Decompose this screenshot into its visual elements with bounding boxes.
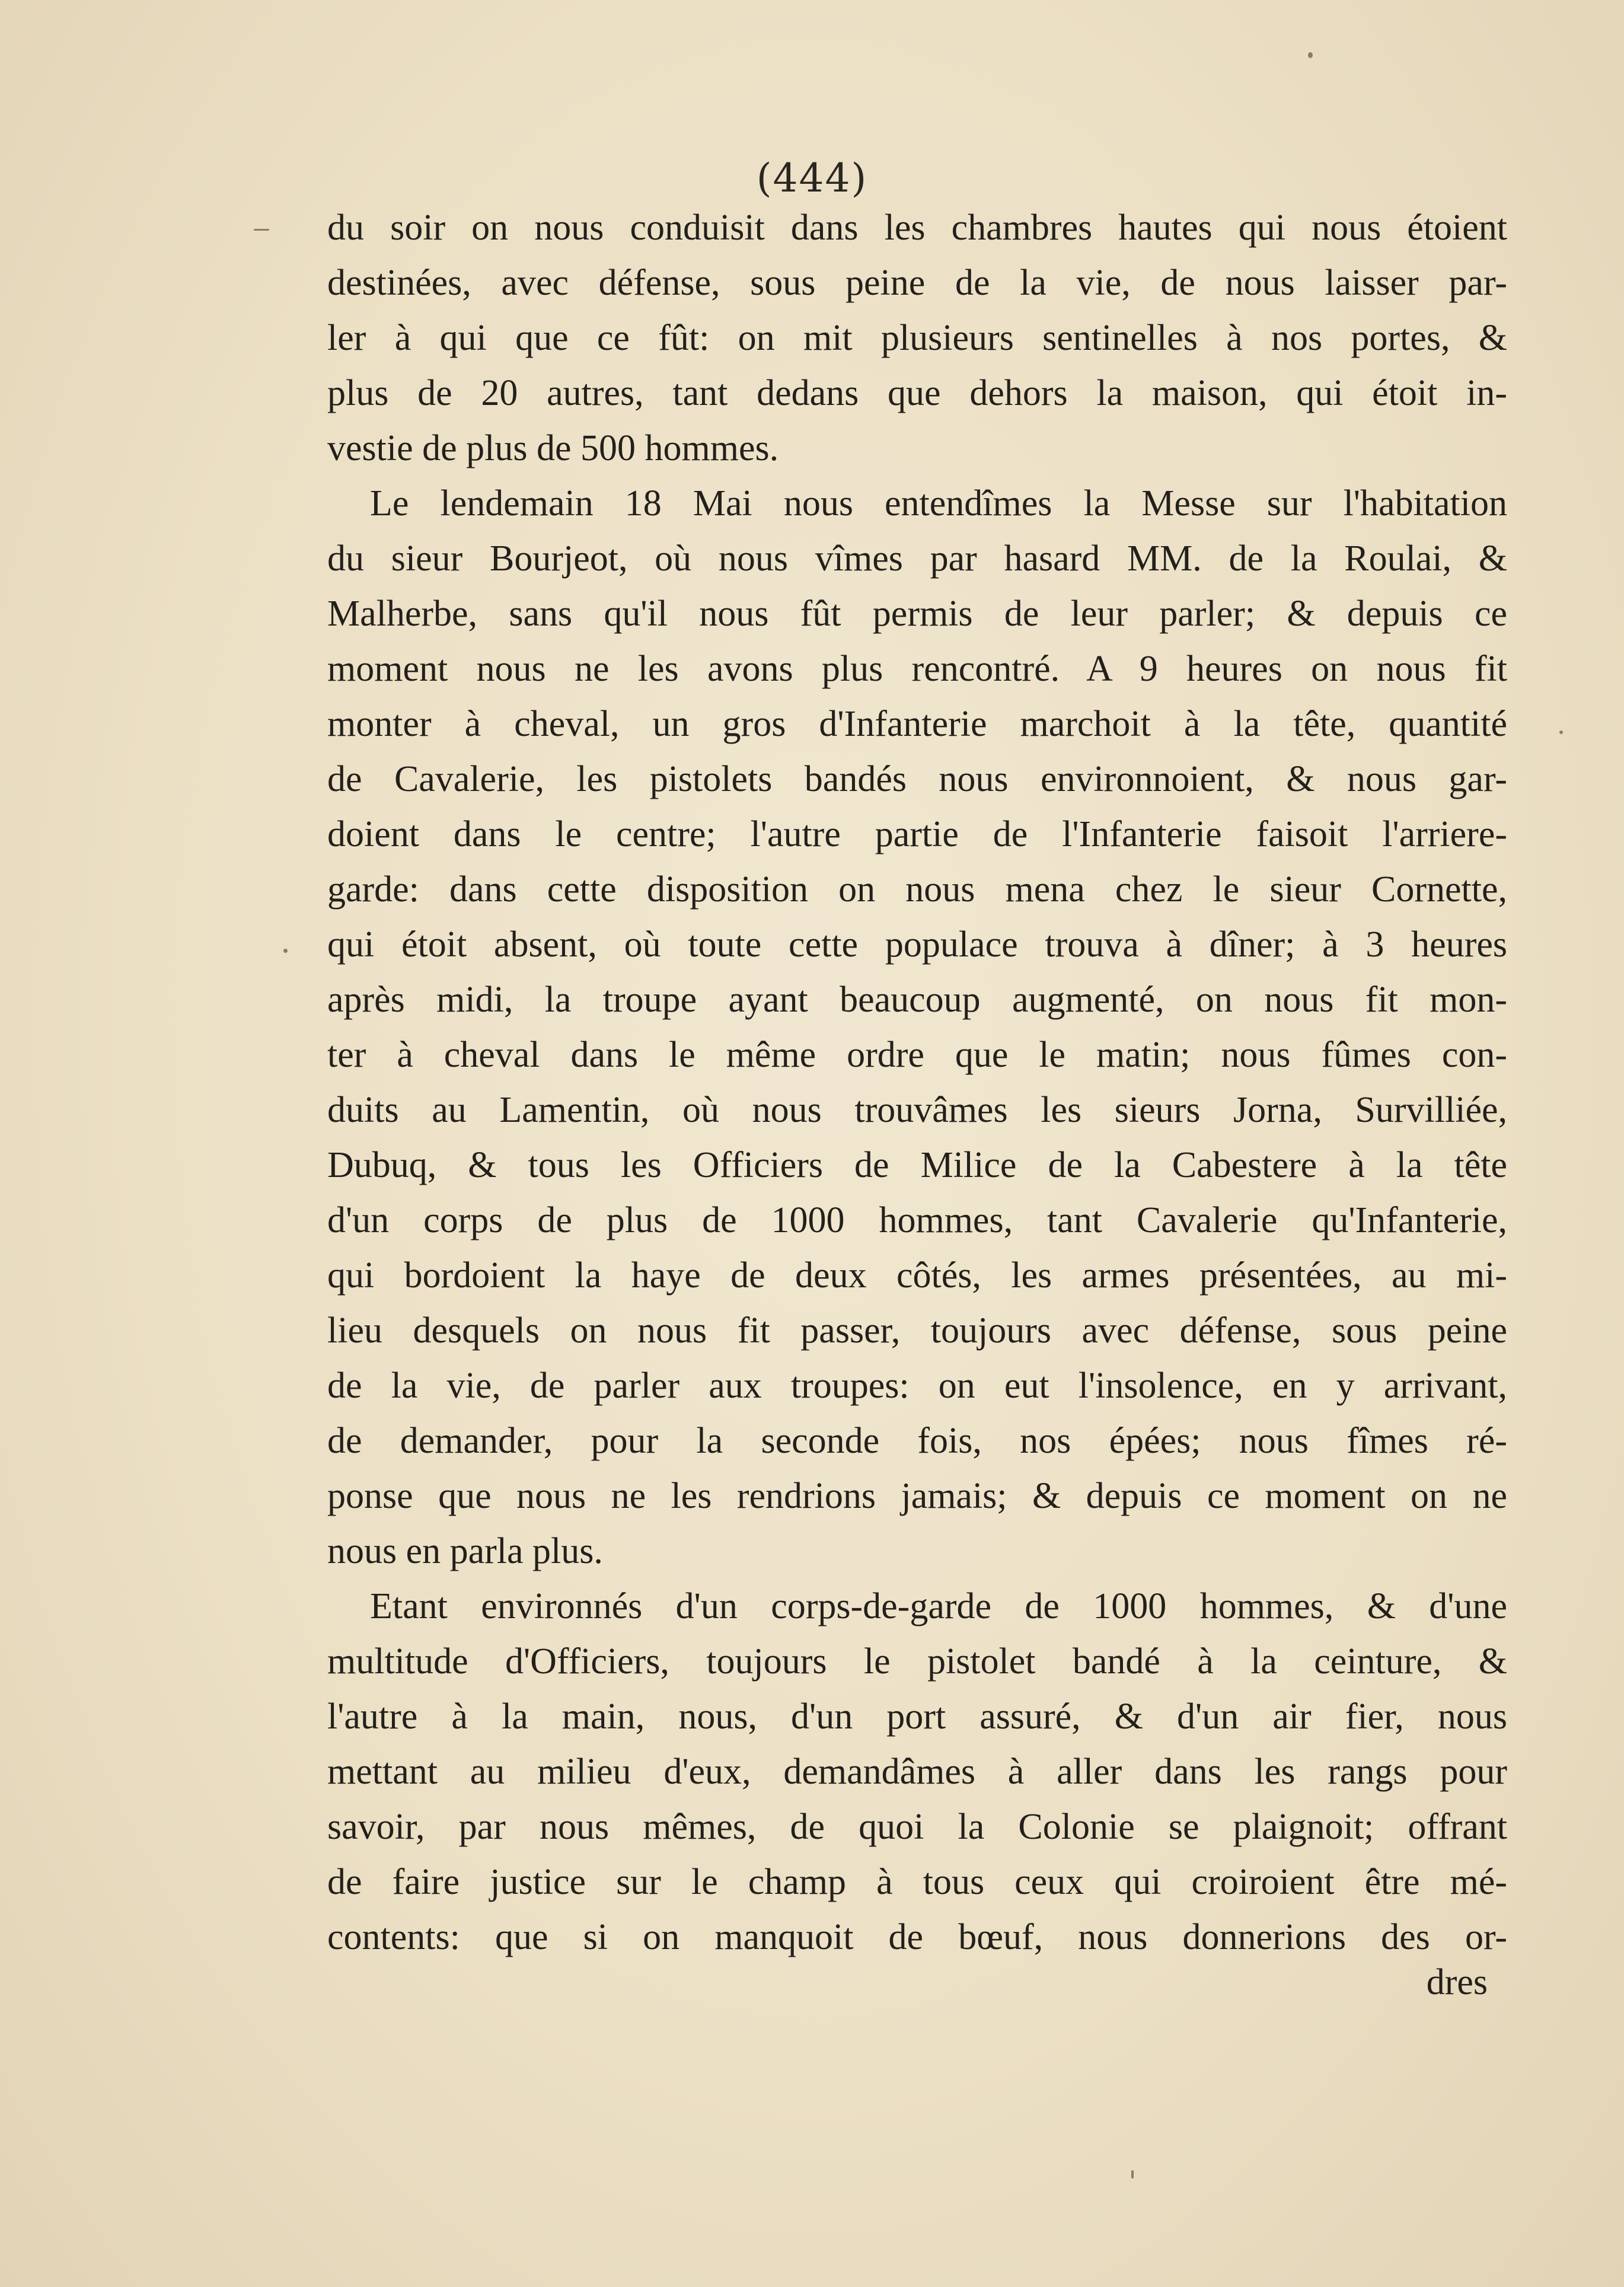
text-line: du sieur Bourjeot, où nous vîmes par hasard MM. de la Roulai, & (327, 538, 1507, 579)
text-line: de la vie, de parler aux troupes: on eut l'insolence, en y arrivant, (327, 1366, 1507, 1406)
text-line: duits au Lamentin, où nous trouvâmes les sieurs Jorna, Survilliée, (327, 1090, 1507, 1130)
text-line: garde: dans cette disposition on nous mena chez le sieur Cornette, (327, 869, 1507, 910)
text-line: lieu desquels on nous fit passer, toujours avec défense, sous peine (327, 1310, 1507, 1351)
text-line: ponse que nous ne les rendrions jamais; & depuis ce moment on ne (327, 1476, 1507, 1516)
text-line: de demander, pour la seconde fois, nos épées; nous fîmes ré- (327, 1421, 1507, 1461)
text-line: du soir on nous conduisit dans les chambres hautes qui nous étoient (327, 208, 1507, 248)
text-line: contents: que si on manquoit de bœuf, nous donnerions des or- (327, 1917, 1507, 1957)
text-line: Dubuq, & tous les Officiers de Milice de la Cabestere à la tête (327, 1145, 1507, 1185)
paper-speck (1559, 731, 1563, 734)
text-line: qui étoit absent, où toute cette populace trouva à dîner; à 3 heures (327, 924, 1507, 965)
text-line: ter à cheval dans le même ordre que le matin; nous fûmes con- (327, 1035, 1507, 1075)
text-line: Le lendemain 18 Mai nous entendîmes la Messe sur l'habitation (370, 483, 1507, 524)
paper-speck (254, 229, 269, 231)
text-line: ler à qui que ce fût: on mit plusieurs sentinelles à nos portes, & (327, 318, 1507, 358)
text-line: destinées, avec défense, sous peine de la vie, de nous laisser par- (327, 263, 1507, 303)
text-line: nous en parla plus. (327, 1531, 603, 1571)
body-text (327, 200, 1507, 1965)
paper-speck (1131, 2170, 1134, 2178)
text-line: d'un corps de plus de 1000 hommes, tant Cavalerie qu'Infanterie, (327, 1200, 1507, 1240)
catchword: dres (1426, 1962, 1488, 2002)
text-line: multitude d'Officiers, toujours le pistolet bandé à la ceinture, & (327, 1641, 1507, 1682)
text-line: mettant au milieu d'eux, demandâmes à aller dans les rangs pour (327, 1752, 1507, 1792)
text-line: l'autre à la main, nous, d'un port assuré, & d'un air fier, nous (327, 1696, 1507, 1737)
text-line: doient dans le centre; l'autre partie de l'Infanterie faisoit l'arriere- (327, 814, 1507, 854)
text-line: moment nous ne les avons plus rencontré. A 9 heures on nous fit (327, 649, 1507, 689)
text-line: de faire justice sur le champ à tous ceux qui croiroient être mé- (327, 1862, 1507, 1902)
text-line: savoir, par nous mêmes, de quoi la Colonie se plaignoit; offrant (327, 1807, 1507, 1847)
text-line: de Cavalerie, les pistolets bandés nous environnoient, & nous gar- (327, 759, 1507, 799)
text-line: plus de 20 autres, tant dedans que dehors la maison, qui étoit in- (327, 373, 1507, 413)
page-number: (444) (756, 155, 868, 201)
text-line: Etant environnés d'un corps-de-garde de 1000 hommes, & d'une (370, 1586, 1507, 1626)
text-line: qui bordoient la haye de deux côtés, les armes présentées, au mi- (327, 1255, 1507, 1296)
text-line: monter à cheval, un gros d'Infanterie marchoit à la tête, quantité (327, 704, 1507, 744)
text-line: Malherbe, sans qu'il nous fût permis de leur parler; & depuis ce (327, 594, 1507, 634)
paper-speck (283, 949, 288, 953)
paper-speck (1308, 52, 1313, 58)
text-line: vestie de plus de 500 hommes. (327, 428, 779, 468)
text-line: après midi, la troupe ayant beaucoup augmenté, on nous fit mon- (327, 980, 1507, 1020)
